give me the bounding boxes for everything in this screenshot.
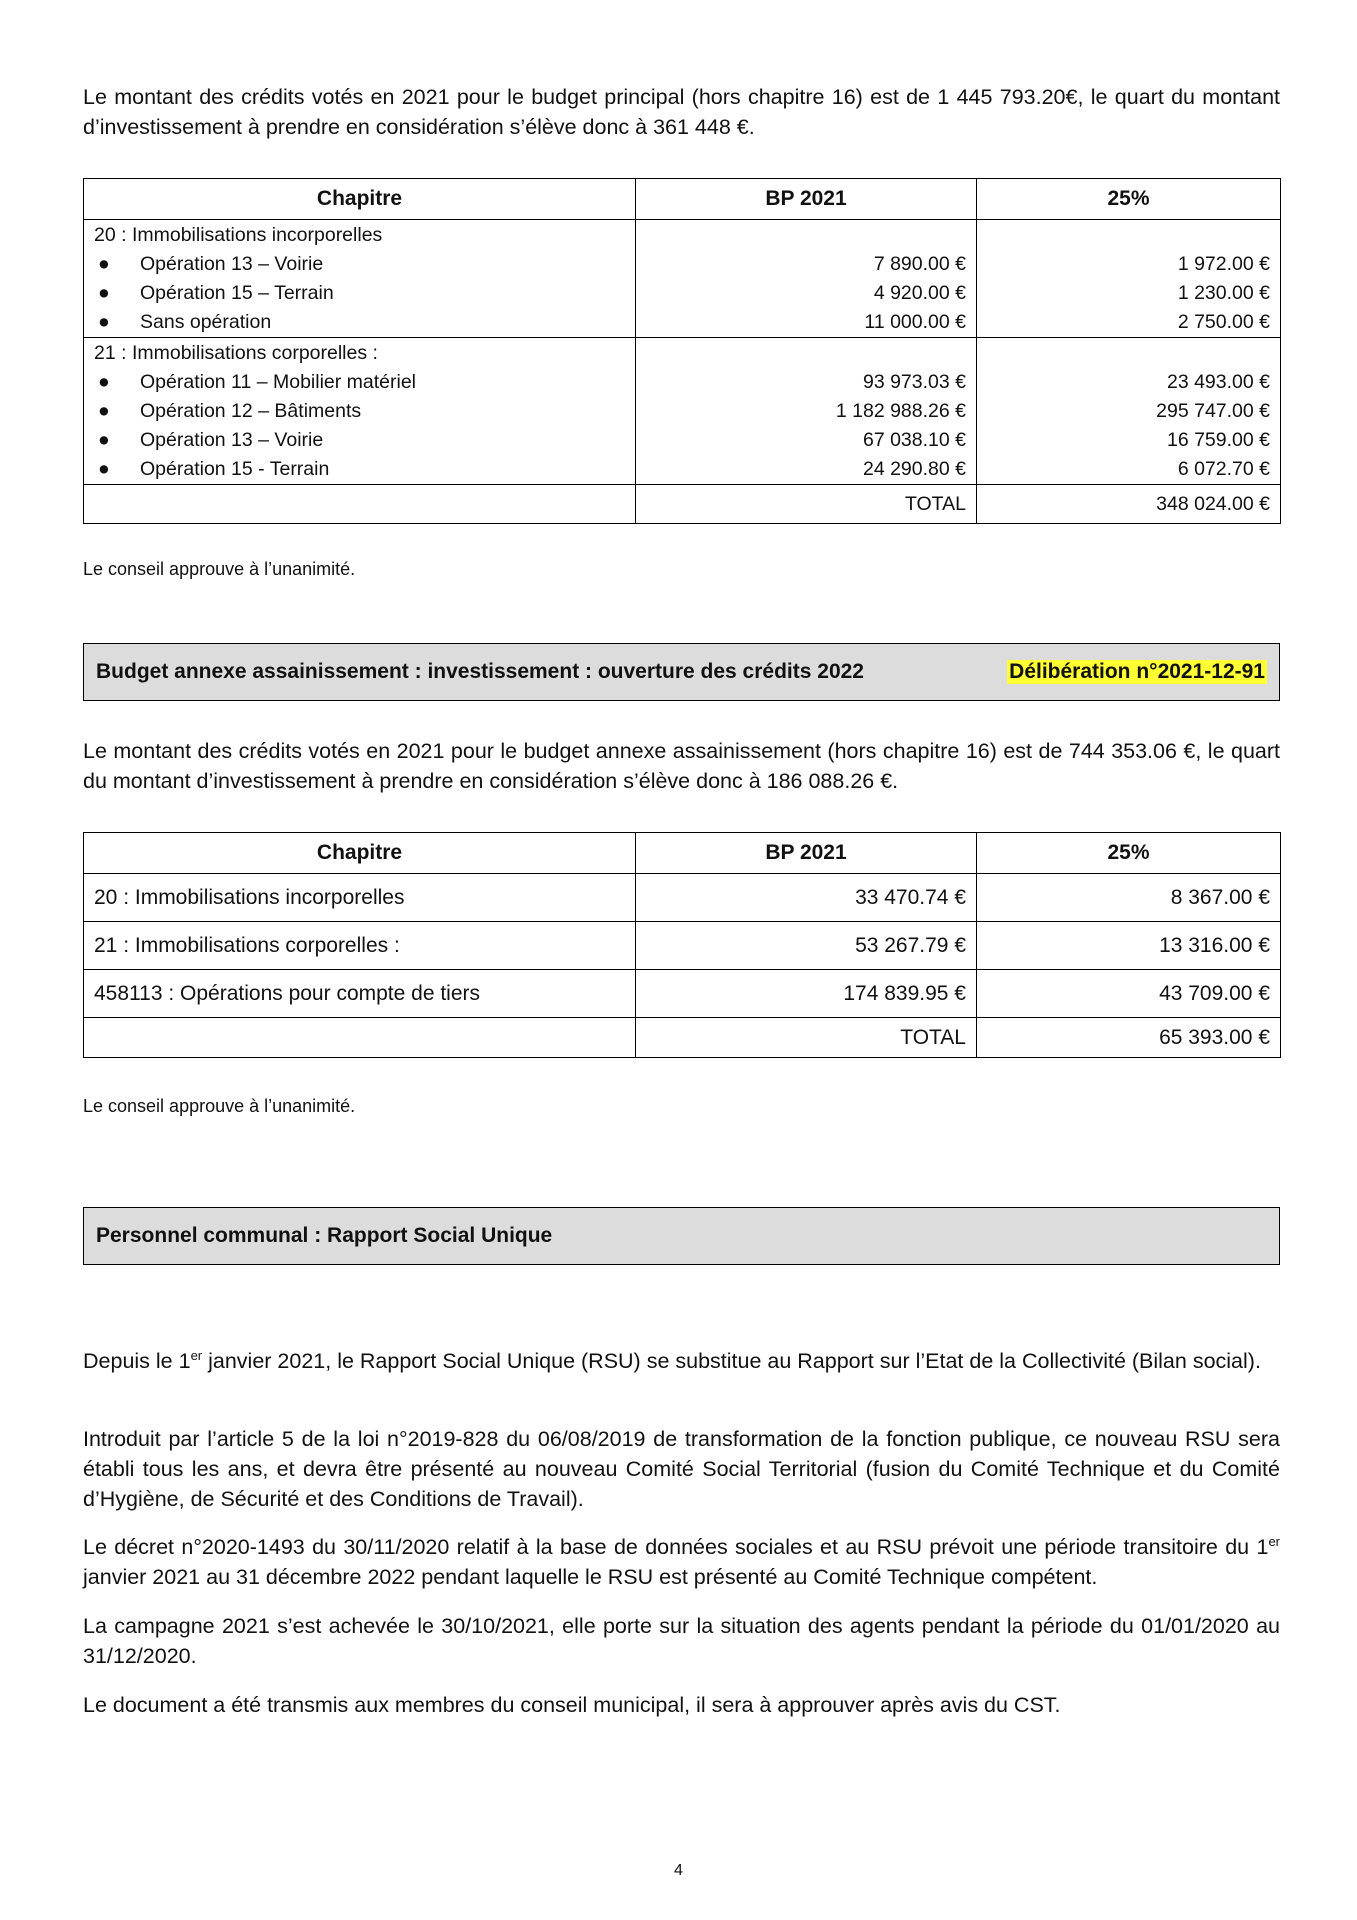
row-label: 20 : Immobilisations incorporelles (84, 874, 636, 922)
item-label: Sans opération (140, 311, 272, 333)
bullet-icon: ● (98, 282, 110, 304)
table-total-row (84, 1018, 1281, 1058)
table-row (84, 874, 1281, 922)
page-number: 4 (674, 1862, 683, 1879)
assainissement-intro: Le montant des crédits votés en 2021 pour le budget annexe assainissement (hors chapitre 16) est de 744 353.06 €, le quart du montant d’investissement à prendre en considération s’élève donc à 186 088.26 €. (83, 739, 1280, 793)
pct-value: 23 493.00 € (1166, 371, 1270, 393)
rsu-paragraph-4: La campagne 2021 s’est achevée le 30/10/2021, elle porte sur la situation des agents pendant la période du 01/01/2020 au 31/12/2020. (83, 1614, 1280, 1668)
pct-value: 2 750.00 € (1177, 311, 1270, 333)
item-label: Opération 15 - Terrain (140, 458, 330, 480)
bp-value: 24 290.80 € (862, 458, 966, 480)
bp-value: 93 973.03 € (862, 371, 966, 393)
total-label: TOTAL (636, 1018, 977, 1058)
total-value: 65 393.00 € (977, 1018, 1281, 1058)
bp-value: 53 267.79 € (636, 922, 977, 970)
section-header-rsu (83, 1207, 1280, 1265)
pct-value: 1 972.00 € (1177, 253, 1270, 275)
table-header-row (84, 833, 1281, 874)
table-row-group-21 (84, 338, 1281, 485)
bp-value: 7 890.00 € (873, 253, 966, 275)
pct-value: 16 759.00 € (1166, 429, 1270, 451)
table-row (84, 922, 1281, 970)
bp-value: 4 920.00 € (873, 282, 966, 304)
rsu-paragraph-1: Depuis le 1er janvier 2021, le Rapport Social Unique (RSU) se substitue au Rapport sur l’Etat de la Collectivité (Bilan social). (83, 1347, 1261, 1373)
bullet-icon: ● (98, 311, 110, 333)
pct-value: 8 367.00 € (977, 874, 1281, 922)
header-chapitre: Chapitre (84, 833, 636, 874)
item-label: Opération 13 – Voirie (140, 429, 324, 451)
pct-value: 295 747.00 € (1156, 400, 1270, 422)
bp-value: 174 839.95 € (636, 970, 977, 1018)
row-label: 21 : Immobilisations corporelles : (84, 922, 636, 970)
row-label: 458113 : Opérations pour compte de tiers (84, 970, 636, 1018)
total-value: 348 024.00 € (1156, 492, 1270, 515)
pct-value: 6 072.70 € (1177, 458, 1270, 480)
table-header-row (84, 179, 1281, 220)
table-row (84, 970, 1281, 1018)
table-row-group-20 (84, 220, 1281, 338)
header-25-percent: 25% (977, 179, 1281, 220)
bullet-icon: ● (98, 429, 110, 451)
item-label: Opération 15 – Terrain (140, 282, 334, 304)
item-label: Opération 13 – Voirie (140, 253, 324, 275)
bullet-icon: ● (98, 253, 110, 275)
budget-principal-intro: Le montant des crédits votés en 2021 pour le budget principal (hors chapitre 16) est de 1 445 793.20€, le quart du montant d’investissement à prendre en considération s’élève donc à 361 448 €. (83, 85, 1280, 139)
item-label: Opération 12 – Bâtiments (140, 400, 362, 422)
budget-principal-table (83, 178, 1281, 524)
bp-value: 33 470.74 € (636, 874, 977, 922)
table-total-row (84, 485, 1281, 524)
bp-value: 67 038.10 € (862, 429, 966, 451)
approval-text: Le conseil approuve à l’unanimité. (83, 559, 356, 579)
pct-value: 1 230.00 € (1177, 282, 1270, 304)
header-bp-2021: BP 2021 (636, 833, 977, 874)
bullet-icon: ● (98, 371, 110, 393)
section-title: Budget annexe assainissement : investissement : ouverture des crédits 2022 (96, 660, 864, 683)
section-title: Personnel communal : Rapport Social Unique (96, 1224, 553, 1247)
group-title: 20 : Immobilisations incorporelles (94, 224, 383, 246)
bp-value: 1 182 988.26 € (835, 400, 966, 422)
bp-value: 11 000.00 € (864, 311, 966, 333)
total-label: TOTAL (904, 492, 966, 515)
approval-text: Le conseil approuve à l’unanimité. (83, 1096, 356, 1116)
deliberation-number: Délibération n°2021-12-91 (1009, 660, 1265, 683)
rsu-paragraph-3: Le décret n°2020-1493 du 30/11/2020 relatif à la base de données sociales et au RSU prévoit une période transitoire du 1er janvier 2021 au 31 décembre 2022 pendant laquelle le RSU est présenté au Comité Technique compétent. (83, 1533, 1280, 1589)
section-header-assainissement (83, 643, 1280, 701)
rsu-paragraph-2: Introduit par l’article 5 de la loi n°2019-828 du 06/08/2019 de transformation de la fonction publique, ce nouveau RSU sera établi tous les ans, et devra être présenté au nouveau Comité Social Territorial (fusion du Comité Technique et du Comité d’Hygiène, de Sécurité et des Conditions de Travail). (83, 1427, 1280, 1511)
bullet-icon: ● (98, 458, 110, 480)
rsu-paragraph-5: Le document a été transmis aux membres du conseil municipal, il sera à approuver après avis du CST. (83, 1693, 1061, 1717)
header-chapitre: Chapitre (84, 179, 636, 220)
header-25-percent: 25% (977, 833, 1281, 874)
pct-value: 13 316.00 € (977, 922, 1281, 970)
pct-value: 43 709.00 € (977, 970, 1281, 1018)
group-title: 21 : Immobilisations corporelles : (94, 342, 378, 364)
header-bp-2021: BP 2021 (636, 179, 977, 220)
item-label: Opération 11 – Mobilier matériel (140, 371, 417, 393)
assainissement-table (83, 832, 1281, 1058)
bullet-icon: ● (98, 400, 110, 422)
